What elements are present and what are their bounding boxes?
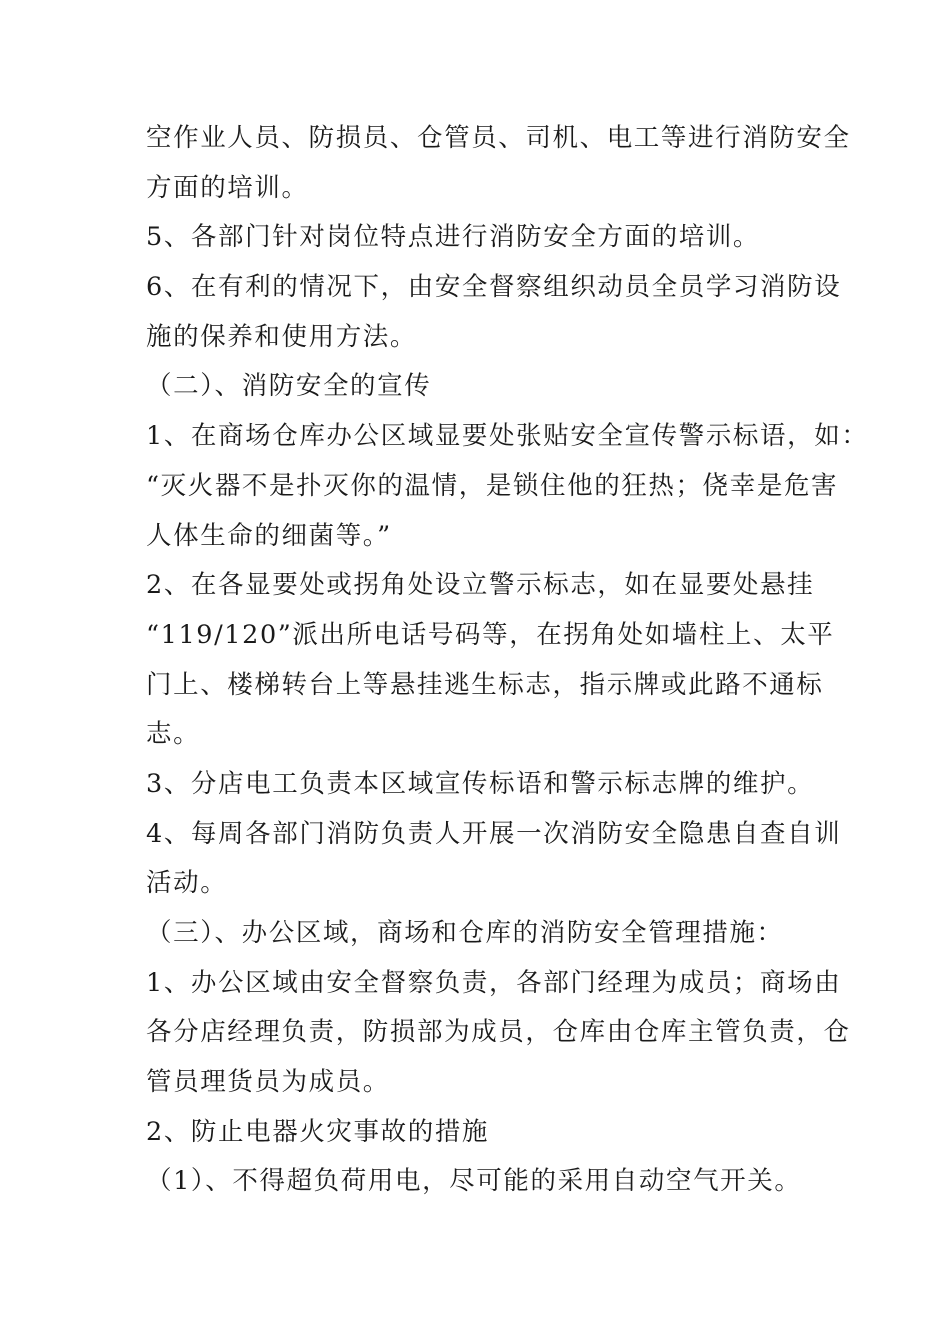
text-line: 门上、楼梯转台上等悬挂逃生标志，指示牌或此路不通标 — [146, 669, 824, 700]
text-line: 管员理货员为成员。 — [146, 1067, 390, 1098]
text-line: 2、防止电器火灾事故的措施 — [146, 1116, 490, 1147]
text-line: 6、在有利的情况下，由安全督察组织动员全员学习消防设 — [146, 272, 842, 303]
text-line: 5、各部门针对岗位特点进行消防安全方面的培训。 — [146, 222, 761, 253]
document-body — [146, 114, 869, 1207]
text-line: 活动。 — [146, 868, 228, 899]
text-line: 空作业人员、防损员、仓管员、司机、电工等进行消防安全 — [146, 123, 851, 153]
text-line: 2、在各显要处或拐角处设立警示标志，如在显要处悬挂 — [146, 570, 815, 601]
section-heading: （三）、办公区域，商场和仓库的消防安全管理措施： — [146, 918, 784, 948]
text-line: 3、分店电工负责本区域宣传标语和警示标志牌的维护。 — [146, 768, 815, 799]
text-line: 1、办公区域由安全督察负责，各部门经理为成员；商场由 — [146, 967, 842, 998]
text-line: 1、在商场仓库办公区域显要处张贴安全宣传警示标语，如： — [146, 421, 869, 452]
text-line: 人体生命的细菌等。” — [146, 520, 392, 551]
text-line: 方面的培训。 — [146, 172, 309, 203]
text-line: 志。 — [146, 719, 201, 750]
text-line: 4、每周各部门消防负责人开展一次消防安全隐患自查自训 — [146, 818, 842, 849]
text-line: “灭火器不是扑灭你的温情，是锁住他的狂热；侥幸是危害 — [146, 470, 839, 501]
text-line: “119/120”派出所电话号码等，在拐角处如墙柱上、太平 — [146, 619, 835, 650]
text-line: 各分店经理负责，防损部为成员，仓库由仓库主管负责，仓 — [146, 1017, 851, 1048]
text-line: （1）、不得超负荷用电，尽可能的采用自动空气开关。 — [146, 1166, 802, 1197]
text-line: 施的保养和使用方法。 — [146, 321, 418, 352]
section-heading: （二）、消防安全的宣传 — [146, 371, 432, 402]
